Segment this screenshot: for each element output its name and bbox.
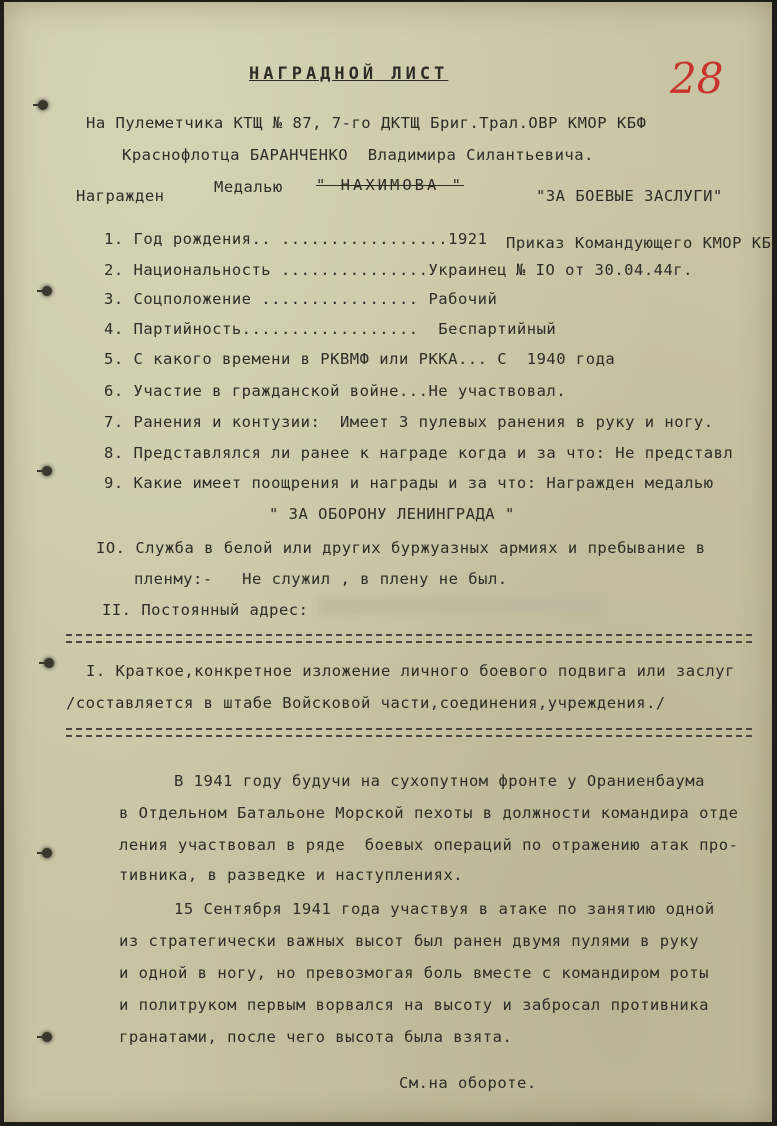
page-number: 28 [670, 54, 724, 103]
order-line-1: Приказ Командующего КМОР КБ [506, 234, 772, 252]
narrative-line: ления участвовал в ряде боевых операций по отражению атак про- [119, 836, 739, 854]
item-10-answer: пленму:- Не служил , в плену не был. [134, 570, 508, 588]
item-6: 6. Участие в гражданской войне...Не участвовал. [104, 382, 567, 400]
separator-bottom [66, 728, 752, 737]
section-heading: I. Краткое,конкретное изложение личного боевого подвига или заслуг [86, 662, 735, 680]
see-reverse-note: См.на обороте. [399, 1074, 537, 1092]
medal-struck: " НАХИМОВА " [316, 176, 464, 194]
punch-hole [42, 286, 52, 296]
narrative-line: 15 Сентября 1941 года участвуя в атаке по занятию одной [174, 900, 715, 918]
document-title: НАГРАДНОЙ ЛИСТ [249, 64, 449, 84]
narrative-line: гранатами, после чего высота была взята. [119, 1028, 513, 1046]
awarded-label: Награжден [76, 187, 165, 205]
item-8: 8. Представлялся ли ранее к награде когда и за что: Не представл [104, 444, 734, 462]
narrative-line: из стратегически важных высот был ранен двумя пулями в руку [119, 932, 700, 950]
punch-hole [42, 466, 52, 476]
order-line-2: № IO от 30.04.44г. [516, 261, 693, 279]
narrative-line: В 1941 году будучи на сухопутном фронте у Ораниенбаума [174, 772, 705, 790]
punch-hole [38, 100, 48, 110]
item-5: 5. С какого времени в РКВМФ или РККА... С 1940 года [104, 350, 616, 368]
recipient-name: Краснофлотца БАРАНЧЕНКО Владимира Силантьевича. [122, 146, 594, 164]
item-2: 2. Национальность ...............Украинец [104, 261, 508, 279]
award-sheet [4, 2, 772, 1122]
narrative-line: и одной в ногу, но превозмогая боль вместе с командиром роты [119, 964, 709, 982]
medal-label: Медалью [214, 178, 283, 196]
item-9: 9. Какие имеет поощрения и награды и за что: Награжден медалью [104, 474, 714, 492]
section-subheading: /составляется в штабе Войсковой части,соединения,учреждения./ [66, 694, 666, 712]
punch-hole [44, 658, 54, 668]
item-11: II. Постоянный адрес: [102, 601, 309, 619]
item-3: 3. Соцположение ................ Рабочий [104, 290, 498, 308]
item-9-medal: " ЗА ОБОРОНУ ЛЕНИНГРАДА " [269, 505, 515, 523]
item-7: 7. Ранения и контузии: Имеет 3 пулевых ранения в руку и ногу. [104, 413, 714, 431]
punch-hole [42, 848, 52, 858]
punch-hole [42, 1032, 52, 1042]
redacted-address [319, 598, 601, 614]
narrative-line: и политруком первым ворвался на высоту и забросал противника [119, 996, 709, 1014]
narrative-line: тивника, в разведке и наступлениях. [119, 866, 464, 884]
recipient-unit: На Пулеметчика КТЩ № 87, 7-го ДКТЩ Бриг.Трал.ОВР КМОР КБФ [86, 114, 647, 132]
separator-top [66, 634, 752, 643]
narrative-line: в Отдельном Батальоне Морской пехоты в должности командира отде [119, 804, 739, 822]
medal-name: "ЗА БОЕВЫЕ ЗАСЛУГИ" [536, 187, 723, 205]
item-10: IO. Служба в белой или других буржуазных армиях и пребывание в [96, 539, 706, 557]
item-1: 1. Год рождения.. .................1921 [104, 230, 488, 248]
item-4: 4. Партийность.................. Беспартийный [104, 320, 557, 338]
